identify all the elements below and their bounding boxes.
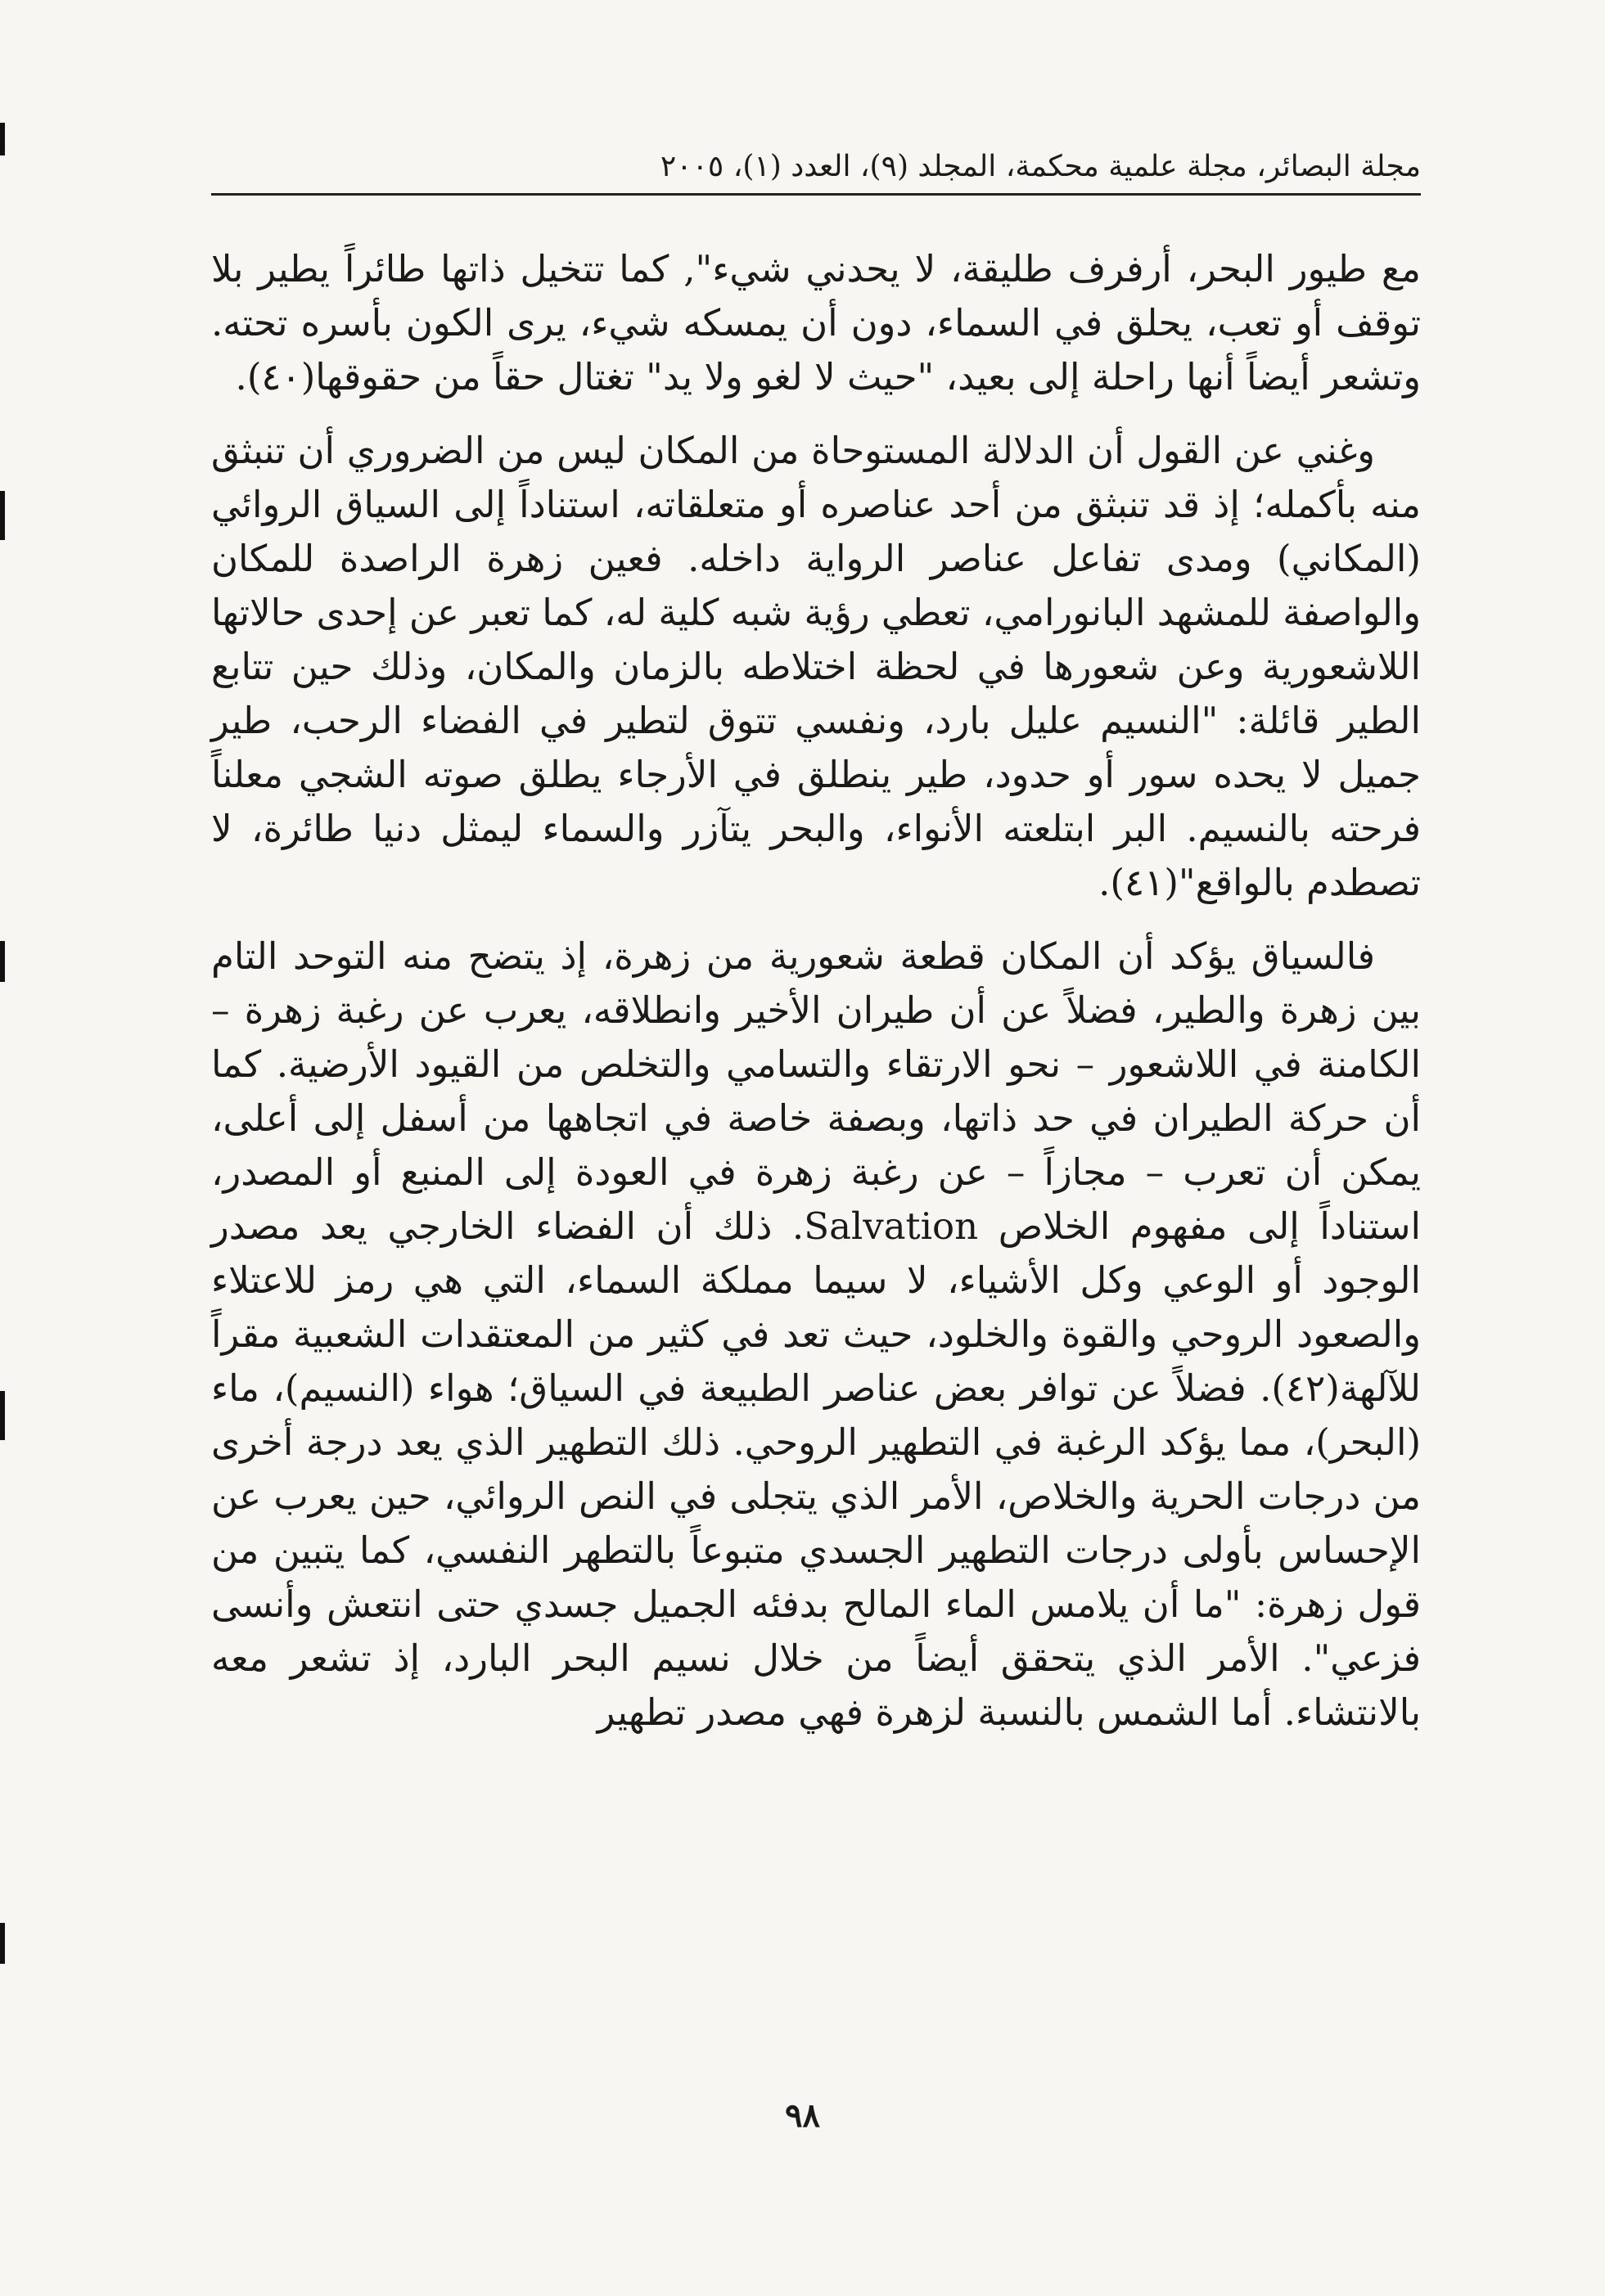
left-edge-mark bbox=[0, 1923, 5, 1964]
paragraph-3: فالسياق يؤكد أن المكان قطعة شعورية من زهرة، إذ يتضح منه التوحد التام بين زهرة والطير، فضلاً عن أن طيران الأخير وانطلاقه، يعرب عن رغبة زهرة – الكامنة في اللاشعور – نحو الارتقاء والتسامي والتخلص من القيود الأرضية. كما أن حركة الطيران في حد ذاتها، وبصفة خاصة في اتجاهها من أسفل إلى أعلى، يمكن أن تعرب – مجازاً – عن رغبة زهرة في العودة إلى المنبع أو المصدر، استناداً إلى مفهوم الخلاص Salvation. ذلك أن الفضاء الخارجي يعد مصدر الوجود أو الوعي وكل الأشياء، لا سيما مملكة السماء، التي هي رمز للاعتلاء والصعود الروحي والقوة والخلود، حيث تعد في كثير من المعتقدات الشعبية مقراً للآلهة(٤٢). فضلاً عن توافر بعض عناصر الطبيعة في السياق؛ هواء (النسيم)، ماء (البحر)، مما يؤكد الرغبة في التطهير الروحي. ذلك التطهير الذي يعد درجة أخرى من درجات الحرية والخلاص، الأمر الذي يتجلى في النص الروائي، حين يعرب عن الإحساس بأولى درجات التطهير الجسدي متبوعاً بالتطهر النفسي، كما يتبين من قول زهرة: "ما أن يلامس الماء المالح بدفئه الجميل جسدي حتى انتعش وأنسى فزعي". الأمر الذي يتحقق أيضاً من خلال نسيم البحر البارد، إذ تشعر معه بالانتشاء. أما الشمس بالنسبة لزهرة فهي مصدر تطهير bbox=[211, 934, 1421, 1734]
left-edge-mark bbox=[0, 1391, 5, 1440]
paragraph-1: مع طيور البحر، أرفرف طليقة، لا يحدني شيء", كما تتخيل ذاتها طائراً يطير بلا توقف أو تعب، يحلق في السماء، دون أن يمسكه شيء، يرى الكون بأسره تحته. وتشعر أيضاً أنها راحلة إلى بعيد، "حيث لا لغو ولا يد" تغتال حقاً من حقوقها(٤٠). bbox=[211, 247, 1421, 398]
page-number: ٩٨ bbox=[785, 2096, 820, 2135]
left-edge-mark bbox=[0, 123, 5, 155]
left-edge-mark bbox=[0, 491, 5, 540]
running-header: مجلة البصائر، مجلة علمية محكمة، المجلد (٩)، العدد (١)، ٢٠٠٥ bbox=[660, 150, 1421, 183]
header-rule bbox=[211, 193, 1421, 196]
article-body bbox=[211, 242, 1421, 1759]
left-edge-mark bbox=[0, 941, 5, 982]
paragraph-2: وغني عن القول أن الدلالة المستوحاة من المكان ليس من الضروري أن تنبثق منه بأكمله؛ إذ قد تنبثق من أحد عناصره أو متعلقاته، استناداً إلى السياق الروائي (المكاني) ومدى تفاعل عناصر الرواية داخله. فعين زهرة الراصدة للمكان والواصفة للمشهد البانورامي، تعطي رؤية شبه كلية له، كما تعبر عن إحدى حالاتها اللاشعورية وعن شعورها في لحظة اختلاطه بالزمان والمكان، وذلك حين تتابع الطير قائلة: "النسيم عليل بارد، ونفسي تتوق لتطير في الفضاء الرحب، طير جميل لا يحده سور أو حدود، طير ينطلق في الأرجاء يطلق صوته الشجي معلناً فرحته بالنسيم. البر ابتلعته الأنواء، والبحر يتآزر والسماء ليمثل دنيا طائرة، لا تصطدم بالواقع"(٤١). bbox=[210, 429, 1421, 904]
